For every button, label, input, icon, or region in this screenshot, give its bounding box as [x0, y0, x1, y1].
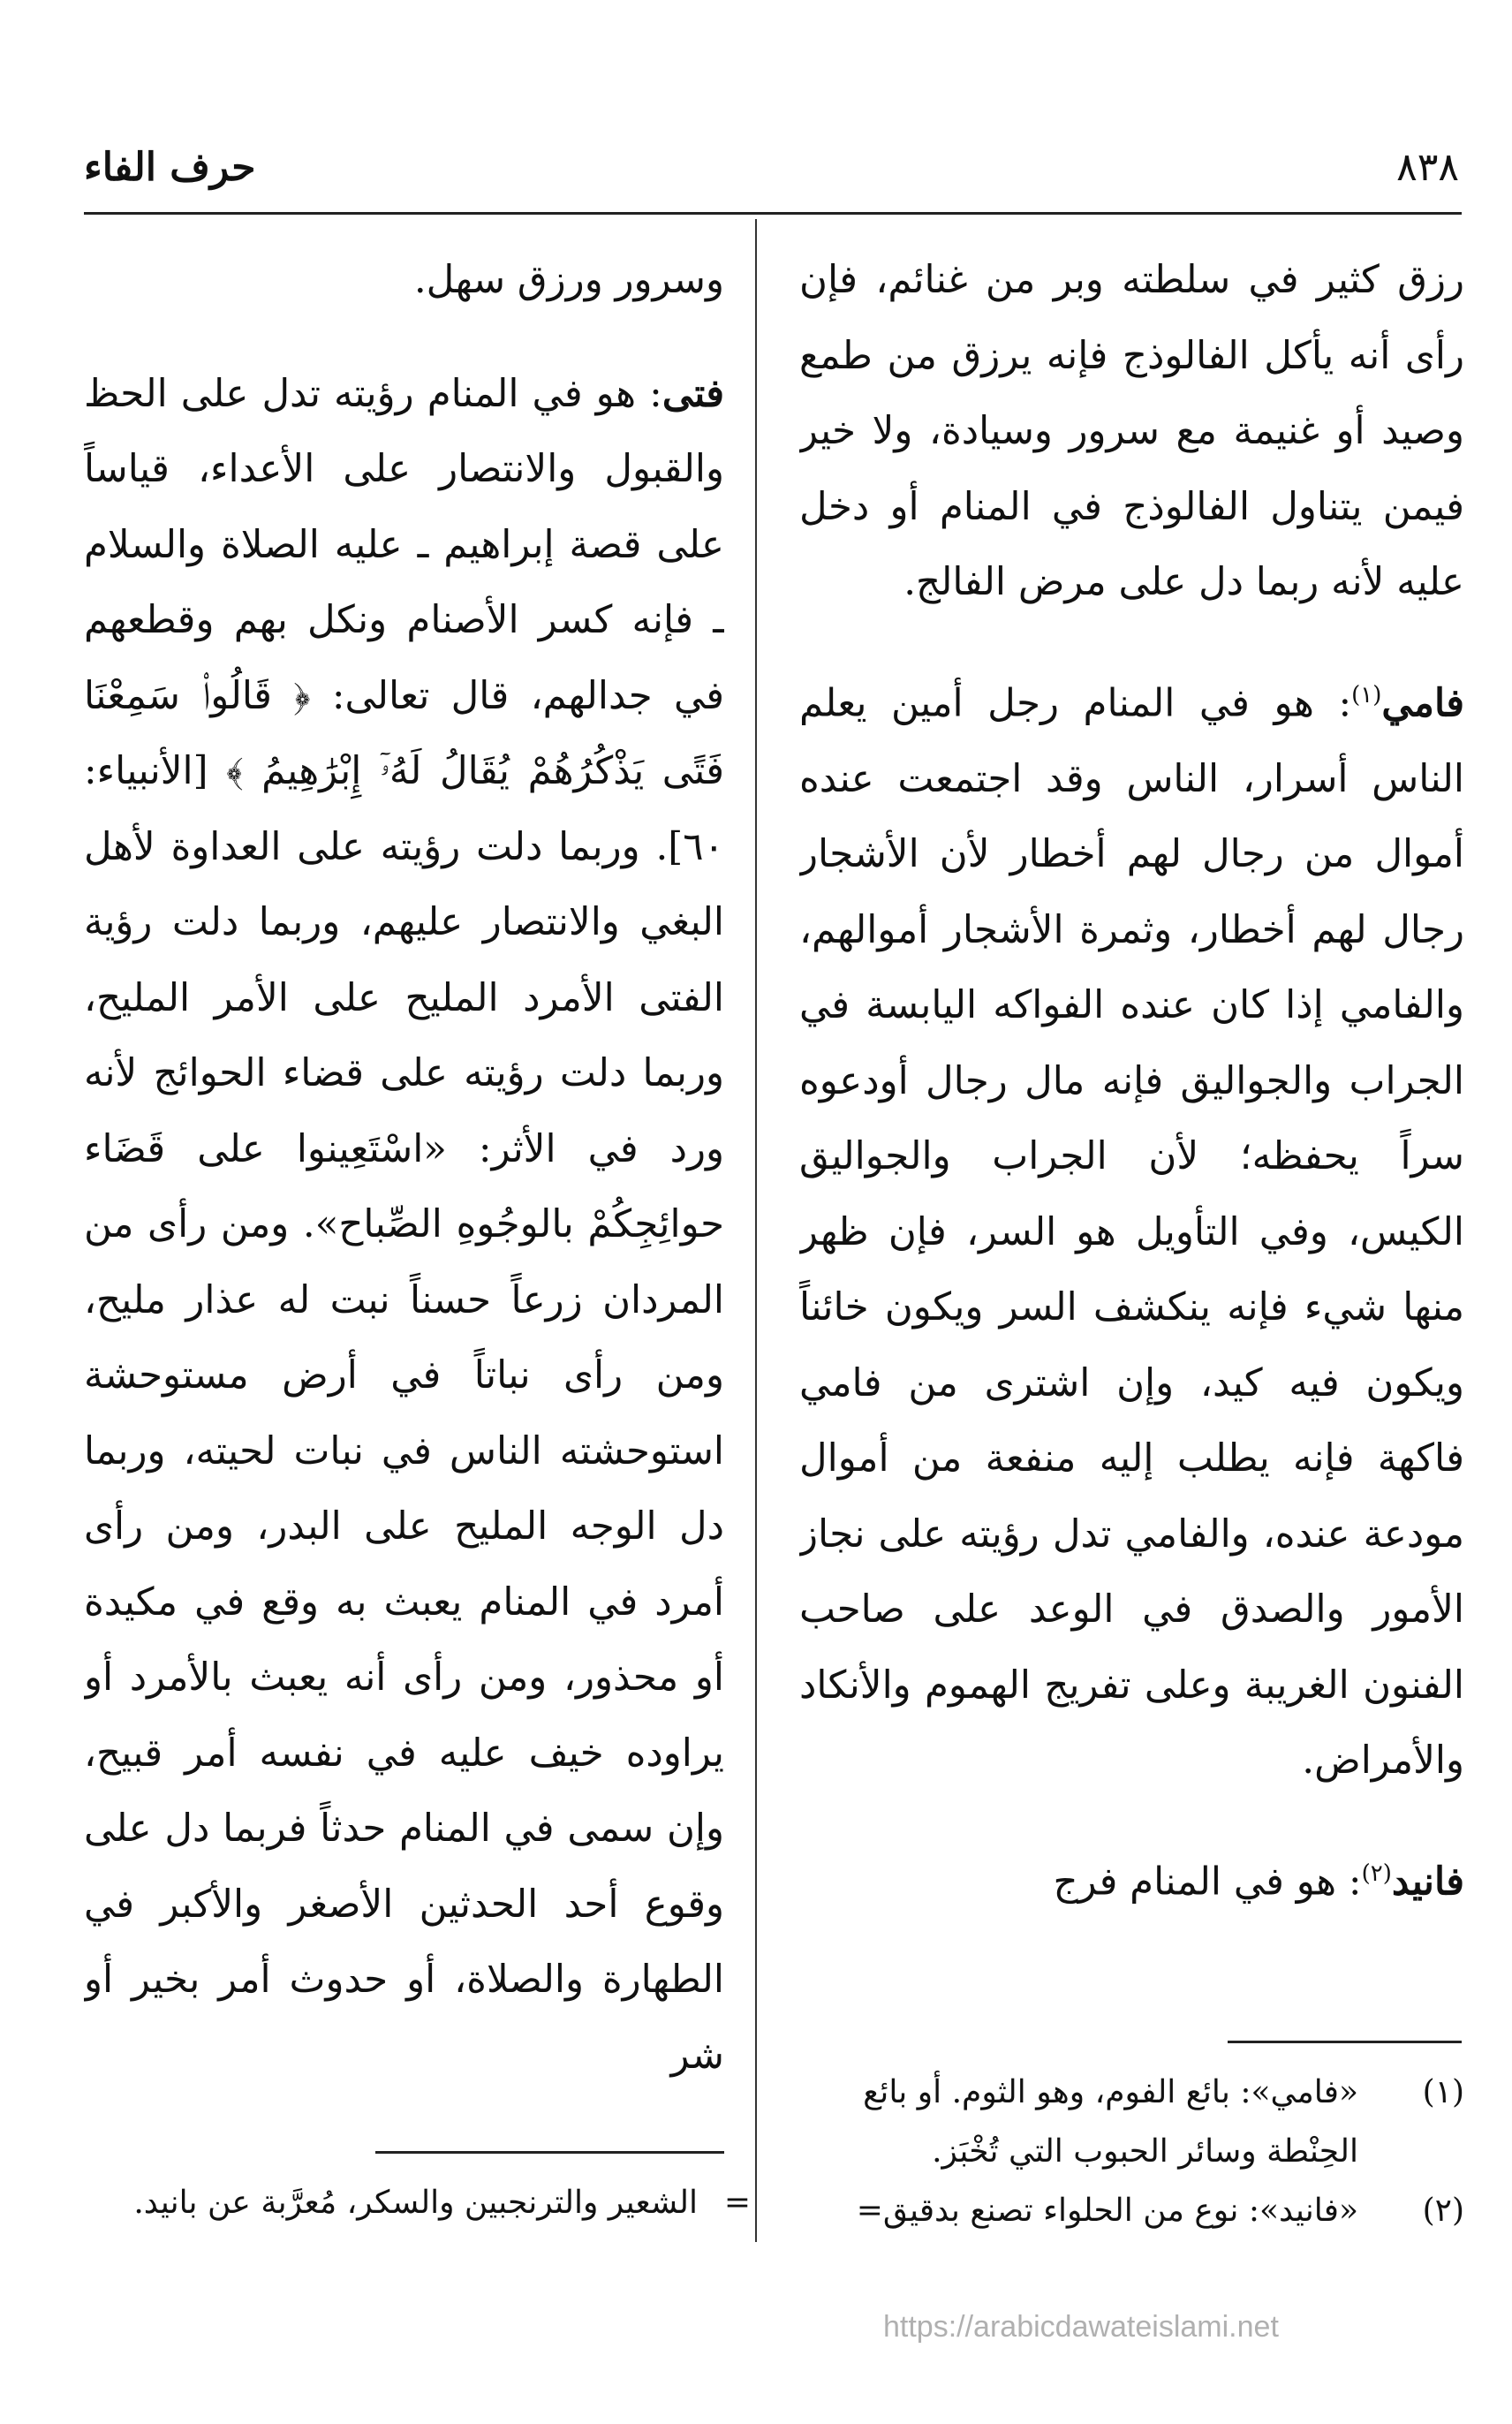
column-divider	[755, 219, 757, 2242]
footnote-text: الشعير والترنجبين والسكر، مُعرَّبة عن بانيد.	[133, 2185, 698, 2221]
entry-text-fanid: : هو في المنام فرج	[1053, 1860, 1362, 1904]
right-paragraph-1: رزق كثير في سلطته وبر من غنائم، فإن رأى أنه يأكل الفالوذج فإنه يرزق من طمع وصيد أو غنيمة مع سرور وسيادة، ولا خير فيمن يتناول الفالوذج في المنام أو دخل عليه لأنه ربما دل على مرض الفالج.	[799, 258, 1464, 604]
entry-fata	[84, 356, 724, 2094]
chapter-title: حرف الفاء	[84, 145, 256, 190]
footnote-ref-2: (٢)	[1361, 1860, 1392, 1887]
footnote-continuation	[84, 2173, 751, 2232]
left-column	[84, 243, 724, 2151]
continuation-mark: =	[723, 2185, 751, 2221]
entry-text-fata-b: وربما دلت رؤيته على العداوة لأهل البغي والانتصار عليهم، وربما دلت رؤية الفتى الأمرد المليح على الأمر المليح، وربما دلت رؤيته على قضاء الحوائج لأنه ورد في الأثر: «اسْتَعِينوا على قَضَاء حوائِجِكُمْ بالوجُوهِ الصِّباح». ومن رأى من المردان زرعاً حسناً نبت له عذار مليح، ومن رأى نباتاً في أرض مستوحشة استوحشته الناس في نبات لحيته، وربما دل الوجه المليح على البدر، ومن رأى أمرد في المنام يعبث به وقع في مكيدة أو محذور، ومن رأى أنه يعبث بالأمرد أو يراوده خيف عليه في نفسه أمر قبيح، وإن سمى في المنام حدثاً فربما دل على وقوع أحد الحدثين الأصغر والأكبر في الطهارة والصلاة، أو حدوث أمر بخير أو شر	[84, 824, 724, 2078]
footnotes-right	[777, 2063, 1464, 2240]
entry-term-fata: فتى	[662, 370, 724, 416]
verse-citation: [الأنبياء: ٦٠].	[84, 749, 724, 869]
entry-text-fata-a: : هو في المنام رؤيته تدل على الحظ والقبول والانتصار على الأعداء، قياساً على قصة إبراهيم ـ عليه الصلاة والسلام ـ فإنه كسر الأصنام ونكل بهم وقطعهم في جدالهم، قال تعالى:	[84, 371, 724, 718]
footnote-text: «فامي»: بائع الفوم، وهو الثوم. أو بائع الحِنْطة وسائر الحبوب التي تُخْبَز.	[863, 2074, 1358, 2170]
page-number: ٨٣٨	[1396, 145, 1459, 190]
right-column	[799, 243, 1464, 2001]
entry-fami	[799, 658, 1464, 1799]
entry-term-fanid: فانيد	[1391, 1859, 1464, 1904]
footnote-number: (٢)	[1422, 2193, 1464, 2229]
footnote-rule-right	[1228, 2041, 1462, 2043]
footnote-2	[777, 2181, 1464, 2240]
footnote-1	[777, 2063, 1464, 2181]
quran-verse: ﴿ قَالُوا۟ سَمِعْنَا فَتًى يَذْكُرُهُمْ يُقَالُ لَهُۥٓ إِبْرَٰهِيمُ ﴾	[84, 673, 724, 793]
footnote-number: (١)	[1422, 2074, 1464, 2110]
left-paragraph-1: وسرور ورزق سهل.	[413, 258, 724, 302]
site-watermark: https://arabicdawateislami.net	[883, 2310, 1279, 2344]
footnote-ref-1: (١)	[1351, 681, 1382, 708]
footnote-2-continued	[84, 2173, 751, 2232]
header-rule	[84, 212, 1462, 215]
entry-term-fami: فامي	[1381, 680, 1464, 725]
entry-fanid	[799, 1837, 1464, 1920]
footnote-text: «فانيد»: نوع من الحلواء تصنع بدقيق=	[856, 2193, 1358, 2229]
entry-text-fami: : هو في المنام رجل أمين يعلم الناس أسرار، الناس وقد اجتمعت عنده أموال من رجال لهم أخطار لأن الأشجار رجال لهم أخطار، وثمرة الأشجار أموالهم، والفامي إذا كان عنده الفواكه اليابسة في الجراب والجواليق فإنه مال رجال أودعوه سراً يحفظه؛ لأن الجراب والجواليق الكيس، وفي التأويل هو السر، فإن ظهر منها شيء فإنه ينكشف السر ويكون خائناً ويكون فيه كيد، وإن اشترى من فامي فاكهة فإنه يطلب إليه منفعة من أموال مودعة عنده، والفامي تدل رؤيته على نجاز الأمور والصدق في الوعد على صاحب الفنون الغريبة وعلى تفريج الهموم والأنكاد والأمراض.	[799, 681, 1464, 1783]
footnote-rule-left	[375, 2151, 724, 2154]
